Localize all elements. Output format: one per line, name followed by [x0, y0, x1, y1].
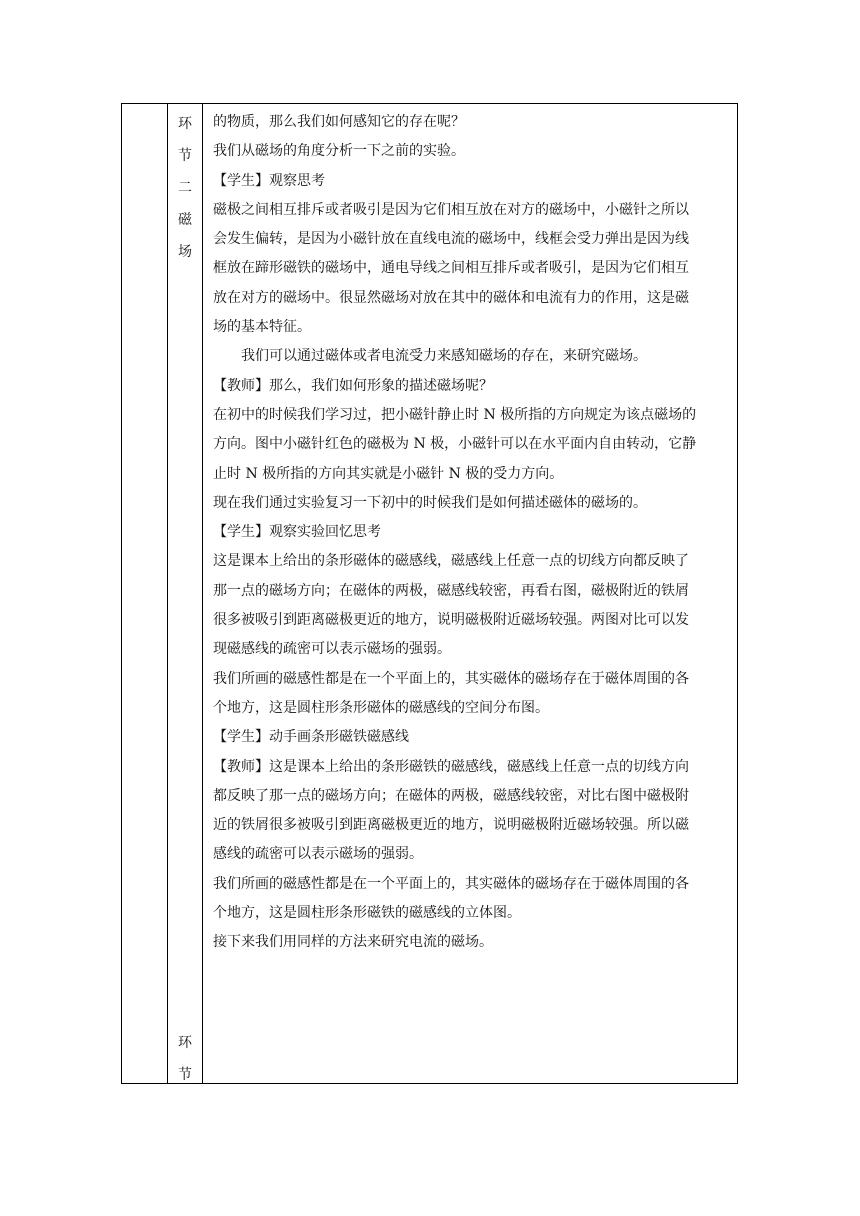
- section-label-char: 环: [178, 1035, 192, 1051]
- text-line: 这是课本上给出的条形磁体的磁感线，磁感线上任意一点的切线方向都反映了: [213, 553, 689, 570]
- text-line: 都反映了那一点的磁场方向；在磁体的两极，磁感线较密，对比右图中磁极附: [213, 787, 689, 804]
- section-label-top: [168, 108, 202, 268]
- text-line: 我们所画的磁感性都是在一个平面上的，其实磁体的磁场存在于磁体周围的各: [213, 670, 689, 687]
- text-line: 那一点的磁场方向；在磁体的两极，磁感线较密，再看右图，磁极附近的铁屑: [213, 582, 689, 599]
- text-line: 我们可以通过磁体或者电流受力来感知磁场的存在，来研究磁场。: [241, 348, 647, 365]
- lesson-table: [121, 103, 738, 1084]
- text-line: 场的基本特征。: [213, 319, 311, 336]
- text-line: 【学生】观察实验回忆思考: [213, 524, 381, 541]
- text-line: 磁极之间相互排斥或者吸引是因为它们相互放在对方的磁场中，小磁针之所以: [213, 201, 689, 218]
- text-line: 【学生】观察思考: [213, 172, 325, 189]
- text-line: 【教师】这是课本上给出的条形磁铁的磁感线，磁感线上任意一点的切线方向: [213, 758, 689, 775]
- section-label-char: 节: [178, 1067, 192, 1083]
- section-label-char: 节: [178, 148, 192, 164]
- section-label-char: 环: [178, 116, 192, 132]
- text-line: 近的铁屑很多被吸引到距离磁极更近的地方，说明磁极附近磁场较强。所以磁: [213, 817, 689, 834]
- text-line: 我们所画的磁感性都是在一个平面上的，其实磁体的磁场存在于磁体周围的各: [213, 875, 689, 892]
- text-line: 框放在蹄形磁铁的磁场中，通电导线之间相互排斥或者吸引，是因为它们相互: [213, 260, 689, 277]
- text-line: 很多被吸引到距离磁极更近的地方，说明磁极附近磁场较强。两图对比可以发: [213, 612, 689, 629]
- text-line: 现在我们通过实验复习一下初中的时候我们是如何描述磁体的磁场的。: [213, 494, 647, 511]
- text-line: 方向。图中小磁针红色的磁极为 N 极，小磁针可以在水平面内自由转动，它静: [213, 436, 697, 453]
- text-line: 接下来我们用同样的方法来研究电流的磁场。: [213, 934, 493, 951]
- text-line: 感线的疏密可以表示磁场的强弱。: [213, 846, 423, 863]
- lesson-content: [213, 108, 733, 958]
- text-line: 个地方，这是圆柱形条形磁体的磁感线的空间分布图。: [213, 699, 549, 716]
- text-line: 止时 N 极所指的方向其实就是小磁针 N 极的受力方向。: [213, 465, 564, 482]
- column-divider-2: [202, 104, 203, 1083]
- text-line: 的物质，那么我们如何感知它的存在呢？: [213, 114, 465, 130]
- text-line: 现磁感线的疏密可以表示磁场的强弱。: [213, 641, 451, 658]
- text-line: 会发生偏转，是因为小磁针放在直线电流的磁场中，线框会受力弹出是因为线: [213, 231, 689, 248]
- text-line: 【学生】动手画条形磁铁磁感线: [213, 729, 409, 746]
- section-label-char: 二: [178, 180, 192, 196]
- text-line: 在初中的时候我们学习过，把小磁针静止时 N 极所指的方向规定为该点磁场的: [213, 406, 697, 423]
- text-line: 【教师】那么，我们如何形象的描述磁场呢？: [213, 377, 493, 394]
- text-line: 放在对方的磁场中。很显然磁场对放在其中的磁体和电流有力的作用，这是磁: [213, 289, 689, 306]
- text-line: 个地方，这是圆柱形条形磁铁的磁感线的立体图。: [213, 905, 521, 922]
- section-label-char: 场: [178, 244, 192, 260]
- section-label-char: 磁: [178, 212, 192, 228]
- section-label-bottom: [168, 1027, 202, 1091]
- text-line: 我们从磁场的角度分析一下之前的实验。: [213, 143, 465, 160]
